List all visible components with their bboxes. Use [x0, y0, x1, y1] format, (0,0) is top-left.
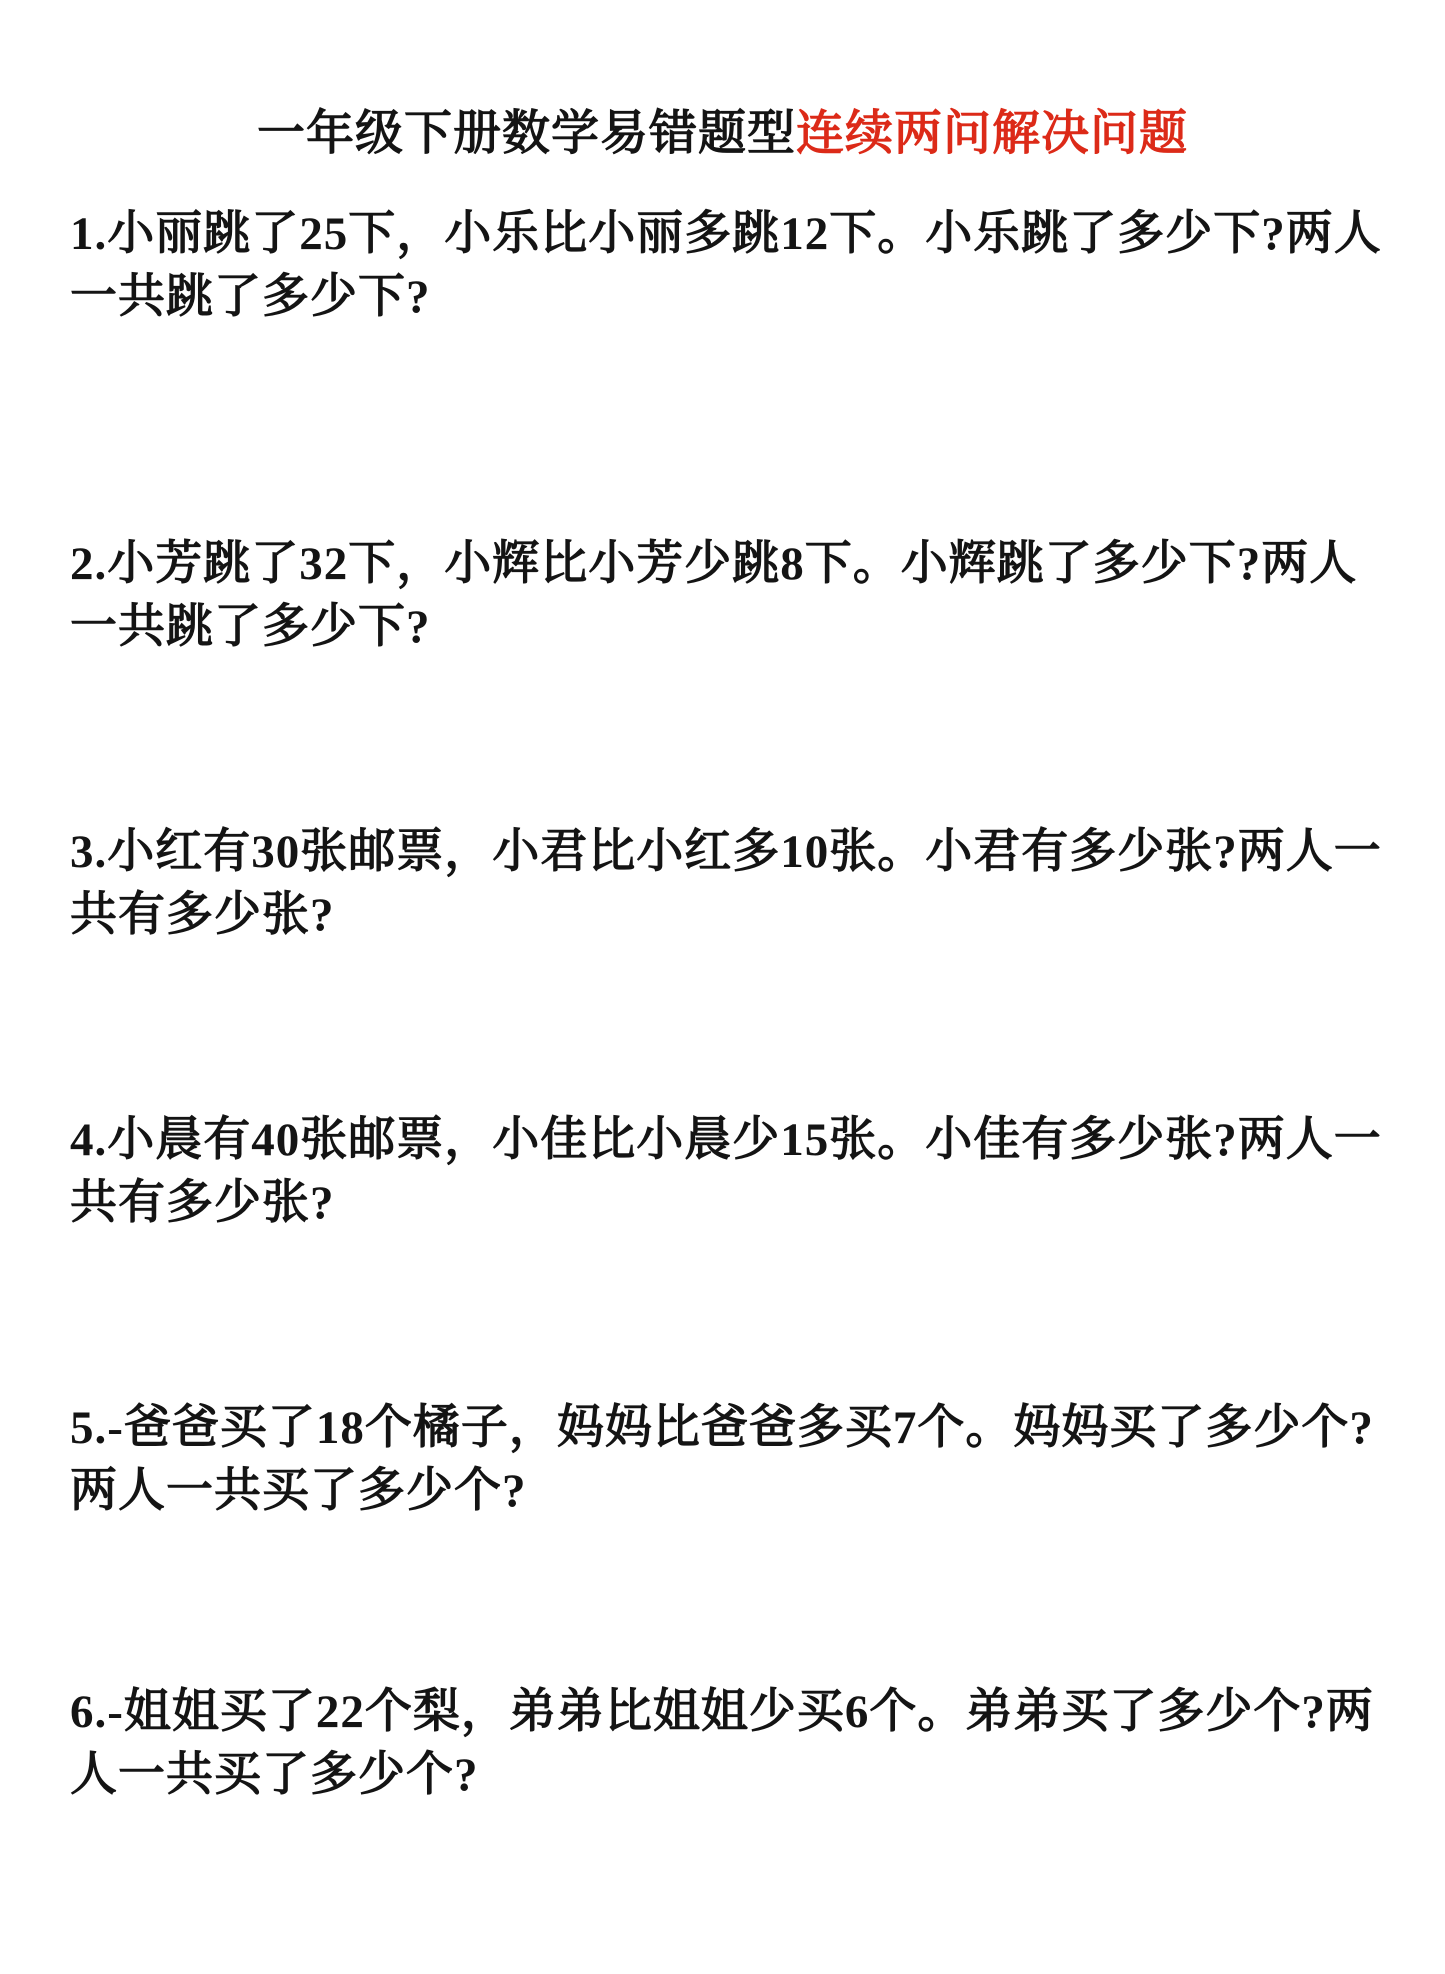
title-red-text: 连续两问解决问题 [796, 107, 1189, 161]
problem-item-2: 2.小芳跳了32下，小辉比小芳少跳8下。小辉跳了多少下?两人一共跳了多少下? [70, 538, 1358, 653]
title-black-text: 一年级下册数学易错题型 [256, 107, 796, 161]
problem-item-1: 1.小丽跳了25下，小乐比小丽多跳12下。小乐跳了多少下?两人一共跳了多少下? [70, 208, 1382, 323]
problem-item-6: 6.-姐姐买了22个梨，弟弟比姐姐少买6个。弟弟买了多少个?两人一共买了多少个? [70, 1686, 1374, 1801]
problem-item-3: 3.小红有30张邮票，小君比小红多10张。小君有多少张?两人一共有多少张? [70, 826, 1382, 941]
page-title [0, 94, 1445, 163]
problem-item-4: 4.小晨有40张邮票，小佳比小晨少15张。小佳有多少张?两人一共有多少张? [70, 1114, 1382, 1229]
problem-item-5: 5.-爸爸买了18个橘子，妈妈比爸爸多买7个。妈妈买了多少个?两人一共买了多少个? [70, 1402, 1374, 1517]
